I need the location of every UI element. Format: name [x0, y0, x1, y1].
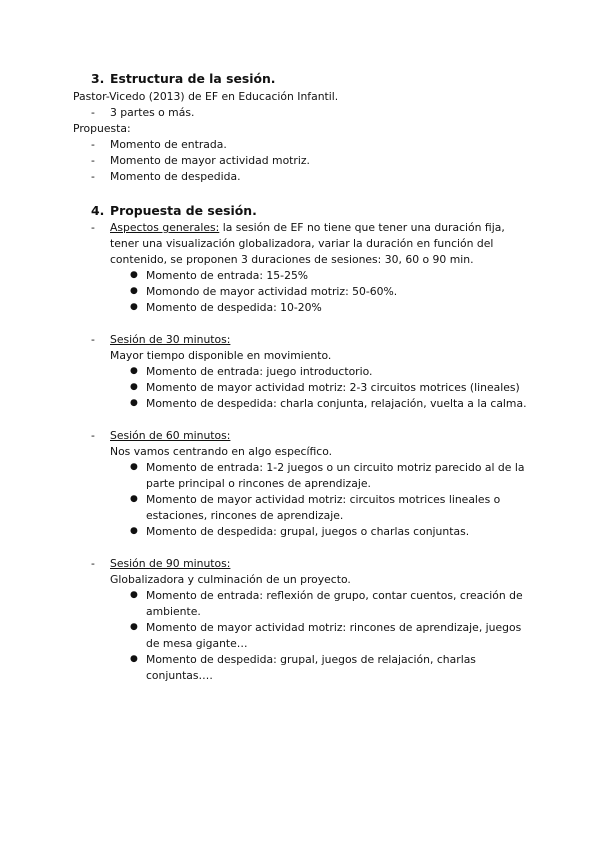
general-aspects-text: la sesión de EF no tiene que tener una duración fija,: [219, 221, 505, 234]
bullet-dot: ●: [130, 398, 138, 408]
session-90-desc: Globalizadora y culminación de un proyecto.: [110, 573, 351, 586]
dash-marker: -: [91, 333, 95, 346]
bullet-dot: ●: [130, 302, 138, 312]
bullet-dot: ●: [130, 622, 138, 632]
dash-marker: -: [91, 170, 95, 183]
general-aspects-text: tener una visualización globalizadora, variar la duración en función del: [110, 237, 494, 250]
section-3-number: 3.: [91, 71, 105, 86]
session-60-bullet: Momento de mayor actividad motriz: circuitos motrices lineales o: [146, 493, 501, 506]
session-30-bullet: Momento de entrada: juego introductorio.: [146, 365, 373, 378]
session-30-bullet: Momento de mayor actividad motriz: 2-3 circuitos motrices (lineales): [146, 381, 520, 394]
session-60-bullet: Momento de despedida: grupal, juegos o charlas conjuntas.: [146, 525, 470, 538]
session-90-bullet: Momento de despedida: grupal, juegos de relajación, charlas: [146, 653, 476, 666]
bullet-dot: ●: [130, 654, 138, 664]
session-60-bullet-cont: estaciones, rincones de aprendizaje.: [146, 509, 344, 522]
general-aspects-label: Aspectos generales:: [110, 221, 220, 234]
general-aspects-text: contenido, se proponen 3 duraciones de sesiones: 30, 60 o 90 min.: [110, 253, 474, 266]
session-60-desc: Nos vamos centrando en algo específico.: [110, 445, 333, 458]
session-60-label: Sesión de 60 minutos:: [110, 429, 231, 442]
session-60-bullet: Momento de entrada: 1-2 juegos o un circuito motriz parecido al de la: [146, 461, 525, 474]
session-30-label: Sesión de 30 minutos:: [110, 333, 231, 346]
dash-marker: -: [91, 429, 95, 442]
general-bullet: Momondo de mayor actividad motriz: 50-60%.: [146, 285, 398, 298]
dash-marker: -: [91, 557, 95, 570]
proposal-item: Momento de mayor actividad motriz.: [110, 154, 310, 167]
bullet-dot: ●: [130, 270, 138, 280]
bullet-dot: ●: [130, 462, 138, 472]
proposal-label: Propuesta:: [73, 122, 131, 135]
general-aspects-line: [110, 220, 505, 235]
general-bullet: Momento de despedida: 10-20%: [146, 301, 322, 314]
session-90-label: Sesión de 90 minutos:: [110, 557, 231, 570]
session-30-desc: Mayor tiempo disponible en movimiento.: [110, 349, 332, 362]
bullet-dot: ●: [130, 526, 138, 536]
proposal-item: Momento de despedida.: [110, 170, 241, 183]
bullet-dot: ●: [130, 494, 138, 504]
bullet-dot: ●: [130, 286, 138, 296]
bullet-dot: ●: [130, 366, 138, 376]
dash-marker: -: [91, 221, 95, 234]
session-90-bullet: Momento de entrada: reflexión de grupo, contar cuentos, creación de: [146, 589, 523, 602]
session-90-bullet-cont: de mesa gigante…: [146, 637, 248, 650]
general-bullet: Momento de entrada: 15-25%: [146, 269, 309, 282]
session-90-bullet-cont: conjuntas….: [146, 669, 213, 682]
proposal-item: Momento de entrada.: [110, 138, 227, 151]
source-line: Pastor-Vicedo (2013) de EF en Educación Infantil.: [73, 90, 339, 103]
session-30-bullet: Momento de despedida: charla conjunta, relajación, vuelta a la calma.: [146, 397, 527, 410]
bullet-dot: ●: [130, 382, 138, 392]
session-90-bullet: Momento de mayor actividad motriz: rincones de aprendizaje, juegos: [146, 621, 522, 634]
dash-marker: -: [91, 106, 95, 119]
parts-item: 3 partes o más.: [110, 106, 195, 119]
section-4-title: Propuesta de sesión.: [110, 203, 257, 218]
bullet-dot: ●: [130, 590, 138, 600]
session-90-bullet-cont: ambiente.: [146, 605, 201, 618]
dash-marker: -: [91, 138, 95, 151]
section-3-title: Estructura de la sesión.: [110, 71, 276, 86]
dash-marker: -: [91, 154, 95, 167]
section-4-number: 4.: [91, 203, 105, 218]
session-60-bullet-cont: parte principal o rincones de aprendizaje.: [146, 477, 371, 490]
